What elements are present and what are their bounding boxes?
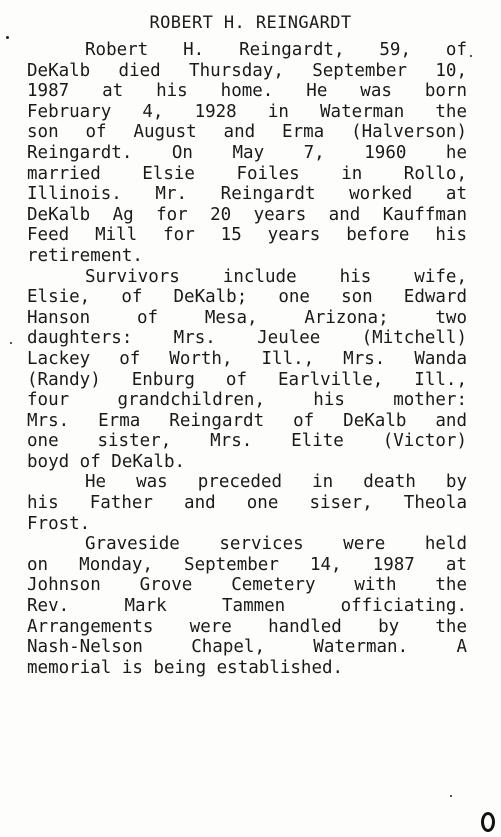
obituary-line: Graveside services were held [85, 534, 467, 555]
obituary-line: one sister, Mrs. Elite (Victor) [27, 431, 467, 452]
obituary-line: Hanson of Mesa, Arizona; two [27, 307, 467, 328]
obituary-line: married Elsie Foiles in Rollo, [27, 163, 467, 184]
obituary-line: son of August and Erma (Halverson) [27, 122, 467, 143]
obituary-line: daughters: Mrs. Jeulee (Mitchell) [27, 328, 467, 349]
obituary-line: Reingardt. On May 7, 1960 he [27, 142, 467, 163]
obituary-line: 1987 at his home. He was born [27, 81, 467, 102]
obituary-body [27, 40, 467, 678]
obituary-line: Arrangements were handled by the [27, 616, 467, 637]
obituary-line: Elsie, of DeKalb; one son Edward [27, 287, 467, 308]
obituary-line: He was preceded in death by [85, 472, 467, 493]
obituary-line: Nash-Nelson Chapel, Waterman. A [27, 637, 467, 658]
obituary-line: Robert H. Reingardt, 59, of [85, 40, 467, 60]
obituary-line: Survivors include his wife, [85, 266, 467, 287]
obituary-line: Johnson Grove Cemetery with the [27, 575, 467, 596]
obituary-line: four grandchildren, his mother: [27, 390, 467, 411]
obituary-line: Feed Mill for 15 years before his [27, 225, 467, 246]
obituary-line: on Monday, September 14, 1987 at [27, 554, 467, 575]
obituary-line: Frost. [27, 513, 91, 534]
obituary-line: Mrs. Erma Reingardt of DeKalb and [27, 410, 467, 431]
obituary-line: retirement. [27, 245, 143, 266]
obituary-line: Illinois. Mr. Reingardt worked at [27, 184, 467, 205]
obituary-line: (Randy) Enburg of Earlville, Ill., [27, 369, 467, 390]
obituary-line: February 4, 1928 in Waterman the [27, 101, 467, 122]
obituary-line: DeKalb died Thursday, September 10, [27, 60, 467, 81]
obituary-line: boyd of DeKalb. [27, 451, 186, 472]
obituary-line: his Father and one siser, Theola [27, 493, 467, 514]
obituary-title: ROBERT H. REINGARDT [149, 13, 352, 33]
obituary-line: Lackey of Worth, Ill., Mrs. Wanda [27, 348, 467, 369]
hole-punch-mark [481, 812, 495, 832]
obituary-line: DeKalb Ag for 20 years and Kauffman [27, 204, 467, 225]
obituary-line: Rev. Mark Tammen officiating. [27, 596, 467, 617]
obituary-line: memorial is being established. [27, 657, 344, 678]
